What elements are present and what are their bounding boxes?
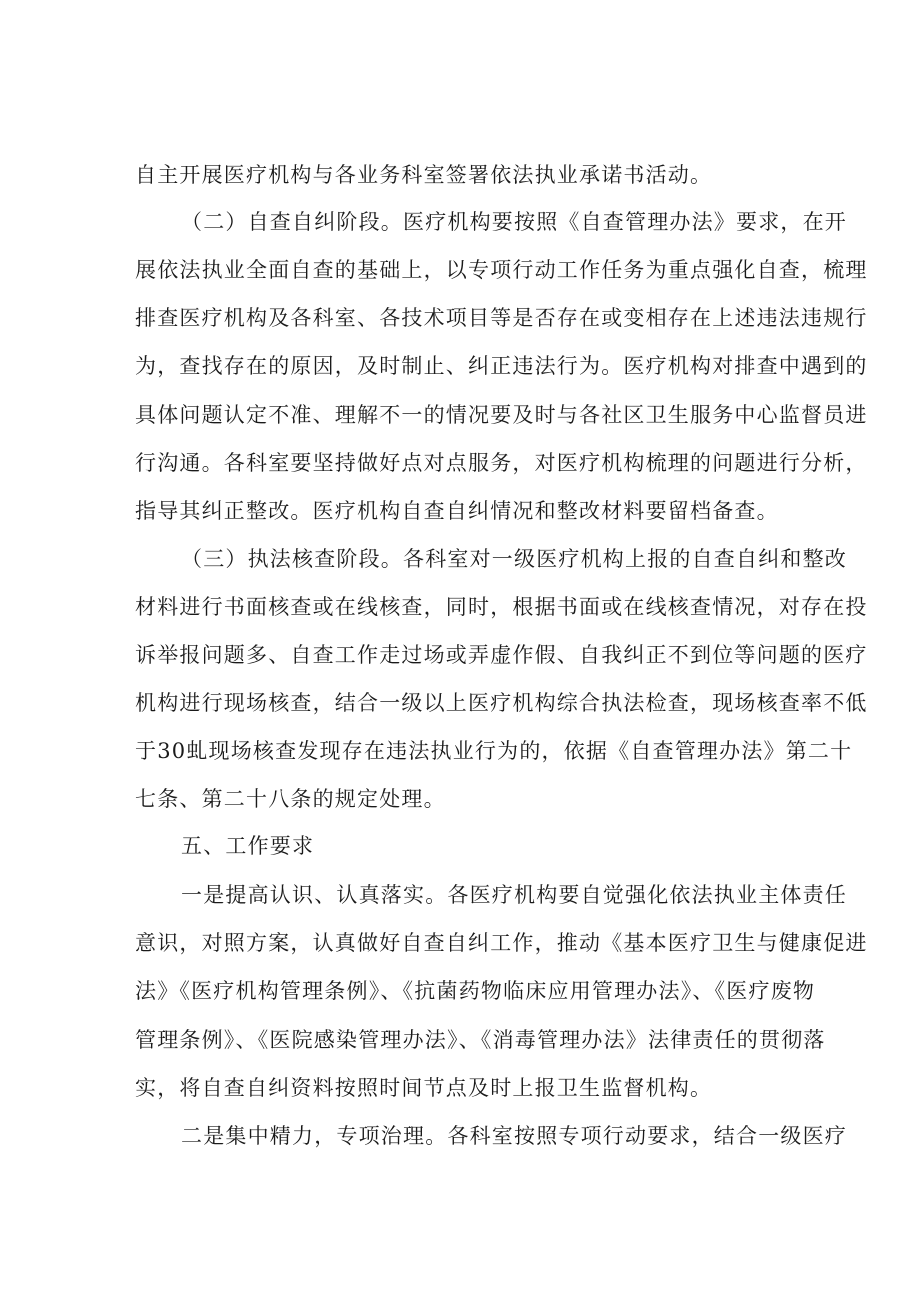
- paragraph-line: 法》《医疗机构管理条例》、《抗菌药物临床应用管理办法》、《医疗废物: [135, 979, 816, 1003]
- paragraph-line: 行沟通。各科室要坚持做好点对点服务，对医疗机构梳理的问题进行分析，: [135, 451, 868, 475]
- paragraph-line: 为，查找存在的原因，及时制止、纠正违法行为。医疗机构对排查中遇到的: [135, 354, 868, 378]
- paragraph-line: 管理条例》、《医院感染管理办法》、《消毒管理办法》法律责任的贯彻落: [135, 1028, 826, 1052]
- paragraph-line: 排查医疗机构及各科室、各技术项目等是否存在或变相存在上述违法违规行: [135, 306, 868, 330]
- paragraph-line: 一是提高认识、认真落实。各医疗机构要自觉强化依法执业主体责任: [181, 883, 847, 907]
- paragraph-line: 七条、第二十八条的规定处理。: [135, 787, 446, 811]
- paragraph-line: 实，将自查自纠资料按照时间节点及时上报卫生监督机构。: [135, 1076, 713, 1100]
- paragraph-line: 诉举报问题多、自查工作走过场或弄虚作假、自我纠正不到位等问题的医疗: [135, 643, 868, 667]
- paragraph-line: 具体问题认定不准、理解不一的情况要及时与各社区卫生服务中心监督员进: [135, 403, 868, 427]
- paragraph-line: 展依法执业全面自查的基础上，以专项行动工作任务为重点强化自查，梳理: [135, 258, 868, 282]
- paragraph-line: 二是集中精力，专项治理。各科室按照专项行动要求，结合一级医疗: [181, 1124, 847, 1148]
- section-heading: 五、工作要求: [181, 834, 315, 858]
- paragraph-line: 自主开展医疗机构与各业务科室签署依法执业承诺书活动。: [135, 163, 713, 187]
- paragraph-line: 意识，对照方案，认真做好自查自纠工作，推动《基本医疗卫生与健康促进: [135, 931, 868, 955]
- paragraph-line: （二）自查自纠阶段。医疗机构要按照《自查管理办法》要求，在开: [181, 210, 847, 234]
- paragraph-line: 机构进行现场核查，结合一级以上医疗机构综合执法检查，现场核查率不低: [135, 691, 868, 715]
- paragraph-line: 指导其纠正整改。医疗机构自查自纠情况和整改材料要留档备查。: [135, 499, 779, 523]
- paragraph-line: 材料进行书面核查或在线核查，同时，根据书面或在线核查情况，对存在投: [135, 595, 868, 619]
- paragraph-line: 于30虬现场核查发现存在违法执业行为的，依据《自查管理办法》第二十: [135, 739, 853, 763]
- paragraph-line: （三）执法核查阶段。各科室对一级医疗机构上报的自查自纠和整改: [181, 547, 847, 571]
